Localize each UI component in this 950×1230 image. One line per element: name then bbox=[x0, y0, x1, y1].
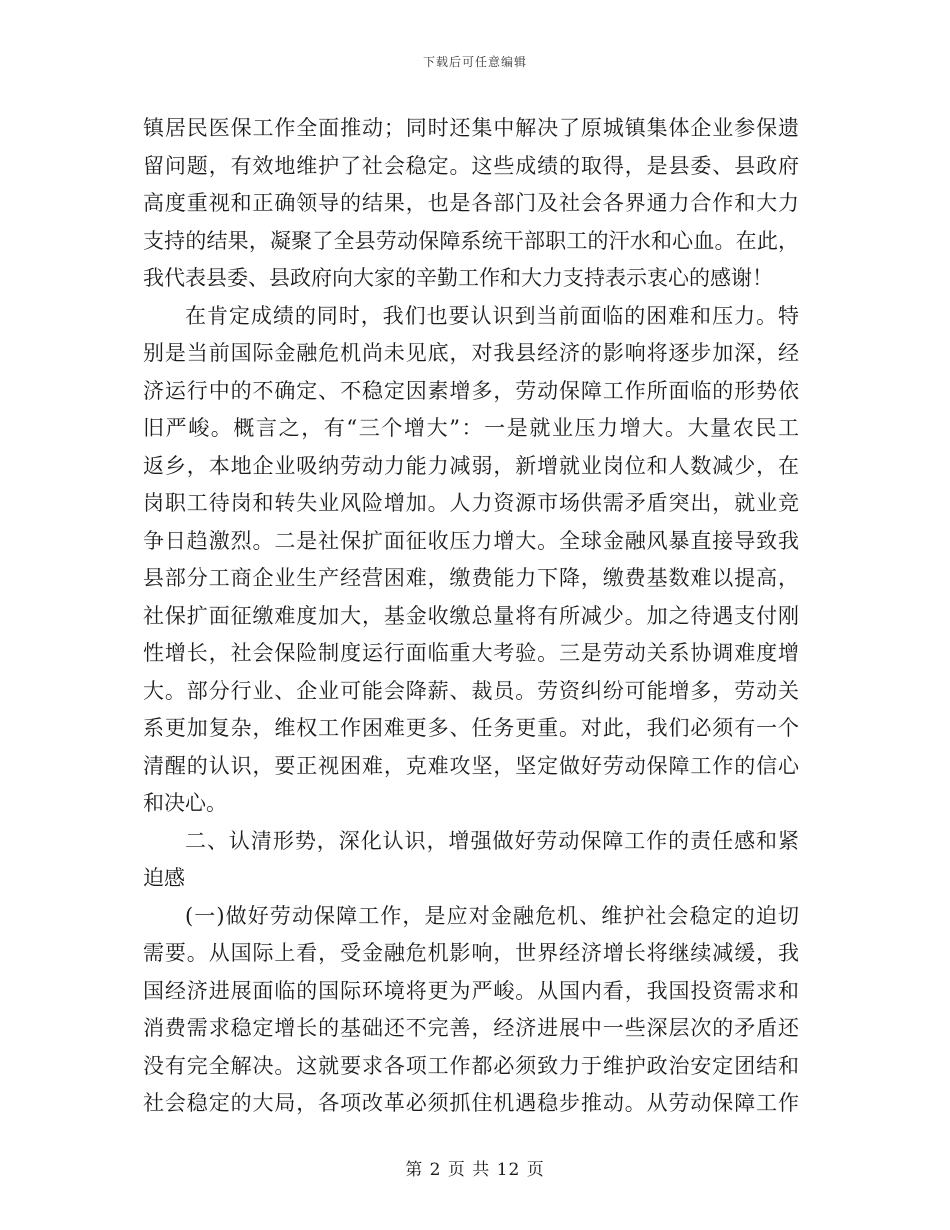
text-line: 高度重视和正确领导的结果，也是各部门及社会各界通力合作和大力 bbox=[143, 191, 799, 215]
paragraph-first-line: (一)做好劳动保障工作，是应对金融危机、维护社会稳定的迫切 bbox=[185, 903, 799, 928]
text-line: 没有完全解决。这就要求各项工作都必须致力于维护政治安定团结和 bbox=[143, 1053, 799, 1078]
text-line: 系更加复杂，维权工作困难更多、任务更重。对此，我们必须有一个 bbox=[143, 716, 799, 740]
paragraph-first-line: 二、认清形势，深化认识，增强做好劳动保障工作的责任感和紧 bbox=[185, 828, 799, 853]
text-line: 社保扩面征缴难度加大，基金收缴总量将有所减少。加之待遇支付刚 bbox=[143, 603, 799, 628]
text-line: 县部分工商企业生产经营困难，缴费能力下降，缴费基数难以提高， bbox=[143, 566, 799, 590]
text-line: 迫感 bbox=[143, 866, 185, 890]
text-line: 争日趋激烈。二是社保扩面征收压力增大。全球金融风暴直接导致我 bbox=[143, 528, 799, 553]
text-line: 和决心。 bbox=[143, 791, 227, 815]
text-line: 留问题，有效地维护了社会稳定。这些成绩的取得，是县委、县政府 bbox=[143, 153, 799, 178]
text-line: 济运行中的不确定、不稳定因素增多，劳动保障工作所面临的形势依 bbox=[143, 378, 799, 403]
text-line: 社会稳定的大局，各项改革必须抓住机遇稳步推动。从劳动保障工作 bbox=[143, 1091, 799, 1115]
text-line: 大。部分行业、企业可能会降薪、裁员。劳资纠纷可能增多，劳动关 bbox=[143, 678, 799, 703]
text-line: 性增长，社会保险制度运行面临重大考验。三是劳动关系协调难度增 bbox=[143, 641, 799, 665]
text-line: 支持的结果，凝聚了全县劳动保障系统干部职工的汗水和心血。在此， bbox=[143, 228, 799, 253]
text-line: 国经济进展面临的国际环境将更为严峻。从国内看，我国投资需求和 bbox=[143, 978, 799, 1003]
text-line: 旧严峻。概言之，有“三个增大”：一是就业压力增大。大量农民工 bbox=[143, 416, 799, 440]
text-line: 我代表县委、县政府向大家的辛勤工作和大力支持表示衷心的感谢！ bbox=[143, 266, 773, 290]
text-line: 镇居民医保工作全面推动；同时还集中解决了原城镇集体企业参保遗 bbox=[143, 116, 799, 140]
text-line: 消费需求稳定增长的基础还不完善，经济进展中一些深层次的矛盾还 bbox=[143, 1016, 799, 1040]
paragraph-first-line: 在肯定成绩的同时，我们也要认识到当前面临的困难和压力。特 bbox=[185, 303, 799, 328]
text-line: 清醒的认识，要正视困难，克难攻坚，坚定做好劳动保障工作的信心 bbox=[143, 753, 799, 778]
text-line: 别是当前国际金融危机尚未见底，对我县经济的影响将逐步加深，经 bbox=[143, 341, 799, 365]
text-line: 返乡，本地企业吸纳劳动力能力减弱，新增就业岗位和人数减少，在 bbox=[143, 453, 799, 478]
body-text bbox=[143, 110, 799, 1123]
page-footer: 第 2 页 共 12 页 bbox=[405, 1160, 545, 1180]
text-line: 岗职工待岗和转失业风险增加。人力资源市场供需矛盾突出，就业竞 bbox=[143, 491, 799, 515]
text-line: 需要。从国际上看，受金融危机影响，世界经济增长将继续减缓，我 bbox=[143, 941, 799, 965]
page-header: 下载后可任意编辑 bbox=[422, 55, 527, 69]
